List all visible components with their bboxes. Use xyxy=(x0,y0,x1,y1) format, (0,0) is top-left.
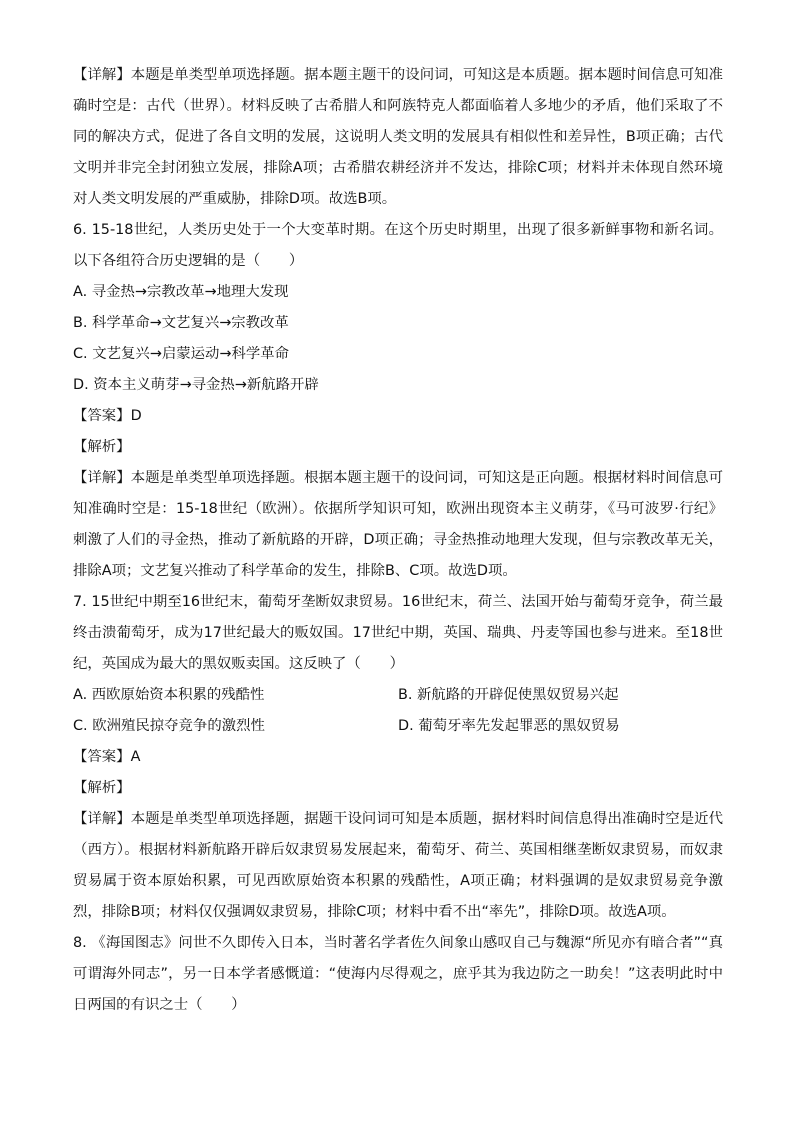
q6-answer: 【答案】D xyxy=(73,408,142,424)
q6-detail: 【详解】本题是单类型单项选择题。根据本题主题干的设问词，可知这是正向题。根据材料时间信息可知准确时空是：15-18世纪（欧洲）。依据所学知识可知，欧洲出现资本主义萌芽，《马可波罗·行纪》刺激了人们的寻金热，推动了新航路的开辟，D项正确；寻金热推动地理大发现，但与宗教改革无关，排除A项；文艺复兴推动了科学革命的发生，排除B、C项。故选D项。 xyxy=(73,470,723,579)
document-page xyxy=(73,60,723,1021)
q7-options-row-1 xyxy=(73,680,723,711)
q5-detail: 【详解】本题是单类型单项选择题。据本题主题干的设问词，可知这是本质题。据本题时间信息可知准确时空是：古代（世界）。材料反映了古希腊人和阿族特克人都面临着人多地少的矛盾，他们采取了不同的解决方式，促进了各自文明的发展，这说明人类文明的发展具有相似性和差异性，B项正确；古代文明并非完全封闭独立发展，排除A项；古希腊农耕经济并不发达，排除C项；材料并未体现自然环境对人类文明发展的严重威胁，排除D项。故选B项。 xyxy=(73,67,723,207)
q7-analysis-label: 【解析】 xyxy=(73,780,131,796)
q6-option-d: D. 资本主义萌芽→寻金热→新航路开辟 xyxy=(73,377,319,393)
q8-stem: 8. 《海国图志》问世不久即传入日本，当时著名学者佐久间象山感叹自己与魏源“所见亦有暗合者”“真可谓海外同志”，另一日本学者感慨道：“使海内尽得观之，庶乎其为我边防之一助矣！”这表明此时中日两国的有识之士（ ） xyxy=(73,935,723,1013)
q7-option-c: C. 欧洲殖民掠夺竞争的激烈性 xyxy=(73,718,265,734)
q6-option-b: B. 科学革命→文艺复兴→宗教改革 xyxy=(73,315,289,331)
q7-stem: 7. 15世纪中期至16世纪末，葡萄牙垄断奴隶贸易。16世纪末，荷兰、法国开始与葡萄牙竞争，荷兰最终击溃葡萄牙，成为17世纪最大的贩奴国。17世纪中期，英国、瑞典、丹麦等国也参与进来。至18世纪，英国成为最大的黑奴贩卖国。这反映了（ ） xyxy=(73,594,723,672)
q7-options-row-2 xyxy=(73,711,723,742)
q7-option-b: B. 新航路的开辟促使黑奴贸易兴起 xyxy=(398,687,619,703)
q6-analysis-label: 【解析】 xyxy=(73,439,131,455)
q7-option-a: A. 西欧原始资本积累的残酷性 xyxy=(73,687,265,703)
q6-option-c: C. 文艺复兴→启蒙运动→科学革命 xyxy=(73,346,290,362)
q7-detail: 【详解】本题是单类型单项选择题，据题干设问词可知是本质题，据材料时间信息得出准确时空是近代（西方）。根据材料新航路开辟后奴隶贸易发展起来，葡萄牙、荷兰、英国相继垄断奴隶贸易，而奴隶贸易属于资本原始积累，可见西欧原始资本积累的残酷性，A项正确；材料强调的是奴隶贸易竞争激烈，排除B项；材料仅仅强调奴隶贸易，排除C项；材料中看不出“率先”，排除D项。故选A项。 xyxy=(73,811,723,920)
q6-option-a: A. 寻金热→宗教改革→地理大发现 xyxy=(73,284,289,300)
q6-stem: 6. 15-18世纪，人类历史处于一个大变革时期。在这个历史时期里，出现了很多新鲜事物和新名词。以下各组符合历史逻辑的是（ ） xyxy=(73,222,723,269)
q7-option-d: D. 葡萄牙率先发起罪恶的黑奴贸易 xyxy=(398,718,620,734)
q7-answer: 【答案】A xyxy=(73,749,141,765)
